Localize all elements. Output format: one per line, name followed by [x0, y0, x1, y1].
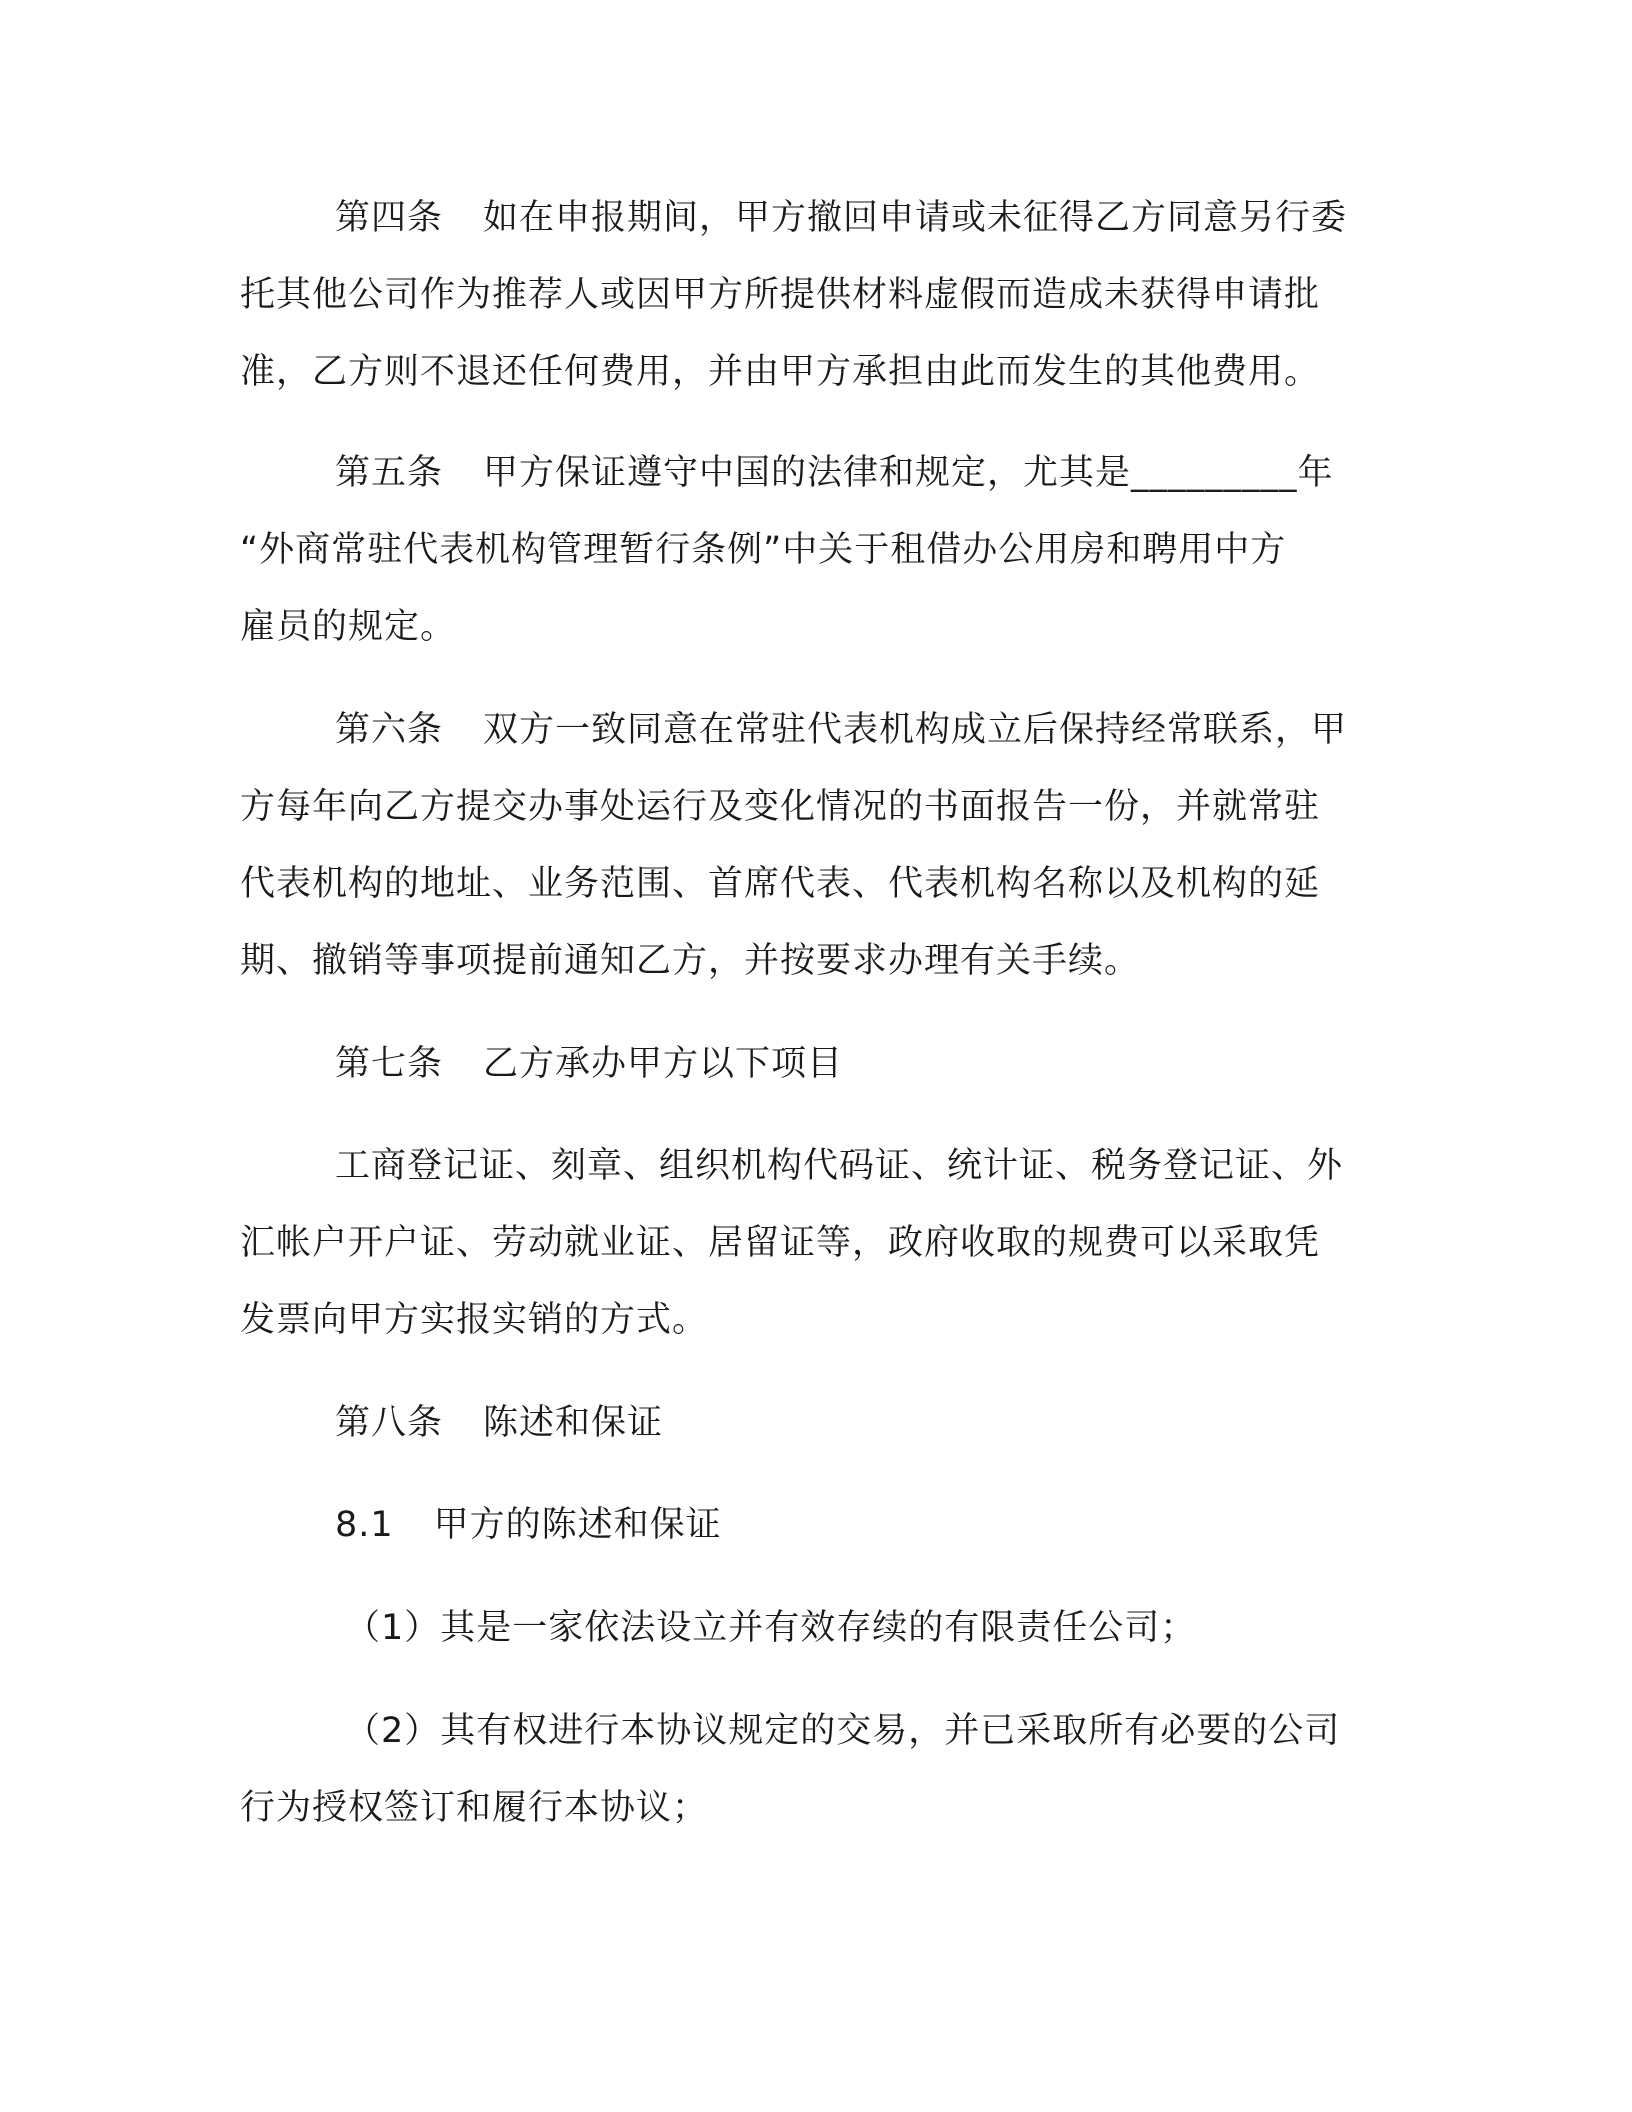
article-4-heading: 第四条: [335, 198, 444, 238]
item-2-line-2: 行为授权签订和履行本协议；: [240, 1788, 709, 1828]
article-7-body-line-3: 发票向甲方实报实销的方式。: [240, 1300, 709, 1340]
article-7-title: 乙方承办甲方以下项目: [483, 1044, 844, 1084]
article-5-paragraph: [240, 435, 1380, 666]
article-6-line-4: 期、撤销等事项提前通知乙方，并按要求办理有关手续。: [240, 941, 1141, 981]
section-8-1-number: 8.1: [335, 1505, 394, 1545]
article-5-line-1: 第五条 甲方保证遵守中国的法律和规定，尤其是_________年: [335, 453, 1334, 493]
article-4-line-1: 第四条 如在申报期间，甲方撤回申请或未征得乙方同意另行委: [335, 198, 1348, 238]
article-6-line-2: 方每年向乙方提交办事处运行及变化情况的书面报告一份，并就常驻: [240, 787, 1321, 827]
article-8-heading-line: [240, 1385, 1380, 1462]
article-4-line-2: 托其他公司作为推荐人或因甲方所提供材料虚假而造成未获得申请批: [240, 275, 1321, 315]
article-6-heading: 第六条: [335, 710, 444, 750]
article-7-body: [240, 1128, 1380, 1359]
section-8-1-heading-line: [240, 1487, 1380, 1564]
article-6-line-1: 第六条 双方一致同意在常驻代表机构成立后保持经常联系，甲: [335, 710, 1348, 750]
article-7-body-line-1: 工商登记证、刻章、组织机构代码证、统计证、税务登记证、外: [335, 1146, 1344, 1186]
item-2-paragraph: [240, 1693, 1380, 1847]
article-6-line-3: 代表机构的地址、业务范围、首席代表、代表机构名称以及机构的延: [240, 864, 1321, 904]
article-5-heading: 第五条: [335, 453, 444, 493]
article-8-title: 陈述和保证: [483, 1403, 664, 1443]
item-2-line-1: （2）其有权进行本协议规定的交易，并已采取所有必要的公司: [345, 1711, 1341, 1751]
article-7-body-line-2: 汇帐户开户证、劳动就业证、居留证等，政府收取的规费可以采取凭: [240, 1223, 1321, 1263]
item-1-paragraph: [240, 1590, 1380, 1667]
article-8-heading: 第八条: [335, 1403, 444, 1443]
article-5-line-3: 雇员的规定。: [240, 607, 457, 647]
article-4-paragraph: [240, 180, 1380, 411]
article-7-heading-line: [240, 1026, 1380, 1103]
article-7-heading: 第七条: [335, 1044, 444, 1084]
section-8-1-title: 甲方的陈述和保证: [433, 1505, 722, 1545]
article-4-line-3: 准，乙方则不退还任何费用，并由甲方承担由此而发生的其他费用。: [240, 352, 1321, 392]
item-1-line: （1）其是一家依法设立并有效存续的有限责任公司；: [345, 1608, 1197, 1648]
article-6-paragraph: [240, 692, 1380, 1000]
article-5-line-2: “外商常驻代表机构管理暂行条例”中关于租借办公用房和聘用中方: [240, 530, 1287, 570]
